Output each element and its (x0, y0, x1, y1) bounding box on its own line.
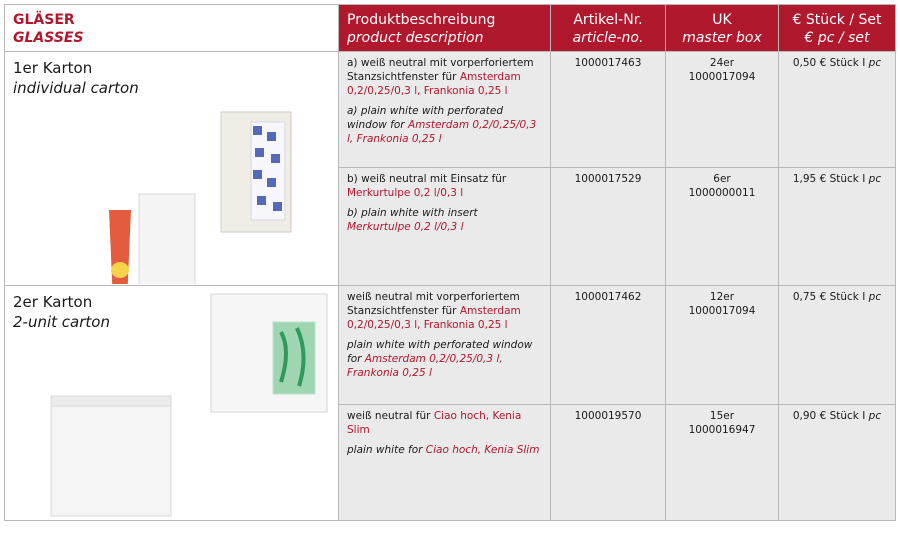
header-article-no (551, 5, 666, 52)
header-glasses-en: GLASSES (13, 30, 84, 46)
description-en-model: Merkurtulpe 0,2 l/0,3 l (347, 221, 464, 234)
master-box-cell (666, 404, 779, 521)
description-de-text: b) weiß neutral mit Einsatz für (347, 173, 507, 186)
price-unit: pc (868, 173, 882, 186)
master-box-number: 1000016947 (688, 423, 756, 436)
description-de-text: weiß neutral für (347, 409, 434, 422)
product-title-double-en: 2-unit carton (13, 313, 110, 331)
header-price (779, 5, 896, 52)
header-uk-de: UK (712, 12, 732, 28)
description-cell (339, 52, 551, 168)
price-cell (779, 168, 896, 286)
master-box-number: 1000000011 (688, 187, 756, 200)
price-cell (779, 404, 896, 521)
glasses-carton-table (4, 4, 896, 521)
price-cell (779, 52, 896, 168)
description-cell (339, 168, 551, 286)
master-box-count: 12er (709, 291, 735, 303)
description-de-text: a) weiß neutral mit vorperforiertem Stanzsichtfenster für (347, 57, 534, 83)
description-de-model: Amsterdam 0,2/0,25/0,3 l, Frankonia 0,25 l (347, 305, 521, 331)
header-glasses (5, 5, 339, 52)
product-cell-single-carton (5, 52, 339, 286)
two-unit-carton-photo (41, 292, 331, 518)
description-en-text: b) plain white with insert (347, 207, 478, 220)
master-box-count: 15er (709, 409, 735, 422)
price-text: 0,50 € Stück I (792, 57, 866, 69)
product-title-single-de: 1er Karton (13, 59, 93, 77)
header-glasses-de: GLÄSER (13, 12, 75, 28)
master-box-count: 24er (709, 57, 735, 69)
product-title-single-en: individual carton (13, 79, 139, 97)
price-text: 0,75 € Stück I (792, 291, 866, 303)
single-carton-photo (101, 102, 321, 284)
product-cell-two-unit-carton (5, 286, 339, 521)
header-price-en: € pc / set (804, 30, 870, 46)
master-box-cell (666, 286, 779, 405)
header-article-en: article-no. (572, 30, 644, 46)
description-en-text: a) plain white with perforated window for (347, 105, 504, 131)
description-en-text: plain white for (347, 443, 426, 456)
product-title-double-de: 2er Karton (13, 293, 93, 311)
table-header-row (5, 5, 896, 52)
master-box-number: 1000017094 (688, 305, 756, 317)
description-en-model: Amsterdam 0,2/0,25/0,3 l, Frankonia 0,25 l (347, 119, 537, 145)
header-uk-en: master box (682, 30, 762, 46)
master-box-cell (666, 168, 779, 286)
price-text: 1,95 € Stück I (792, 173, 866, 186)
master-box-count: 6er (713, 173, 731, 186)
description-cell (339, 404, 551, 521)
description-de-model: Merkurtulpe 0,2 l/0,3 l (347, 187, 464, 200)
price-unit: pc (868, 291, 882, 303)
price-unit: pc (868, 409, 882, 422)
article-number-cell: 1000017463 (551, 52, 666, 168)
article-number-cell: 1000017462 (551, 286, 666, 405)
description-de-text: weiß neutral mit vorperforiertem Stanzsichtfenster für (347, 291, 520, 317)
header-description-de: Produktbeschreibung (347, 12, 496, 28)
header-description-en: product description (347, 30, 484, 46)
header-description (339, 5, 551, 52)
master-box-number: 1000017094 (688, 71, 756, 83)
description-en-model: Ciao hoch, Kenia Slim (425, 443, 540, 456)
master-box-cell (666, 52, 779, 168)
table-row (5, 52, 896, 168)
header-master-box (666, 5, 779, 52)
description-cell (339, 286, 551, 405)
table-row (5, 286, 896, 405)
article-number-cell: 1000019570 (551, 404, 666, 521)
description-en-text: plain white with perforated window for (347, 339, 533, 365)
header-article-de: Artikel-Nr. (573, 12, 643, 28)
description-de-model: Amsterdam 0,2/0,25/0,3 l, Frankonia 0,25 l (347, 71, 521, 97)
description-de-model: Ciao hoch, Kenia Slim (347, 409, 522, 436)
price-unit: pc (868, 57, 882, 69)
header-price-de: € Stück / Set (792, 12, 882, 28)
article-number-cell: 1000017529 (551, 168, 666, 286)
description-en-model: Amsterdam 0,2/0,25/0,3 l, Frankonia 0,25 l (347, 353, 503, 379)
price-text: 0,90 € Stück I (792, 409, 866, 422)
price-cell (779, 286, 896, 405)
product-title-single (13, 58, 139, 98)
